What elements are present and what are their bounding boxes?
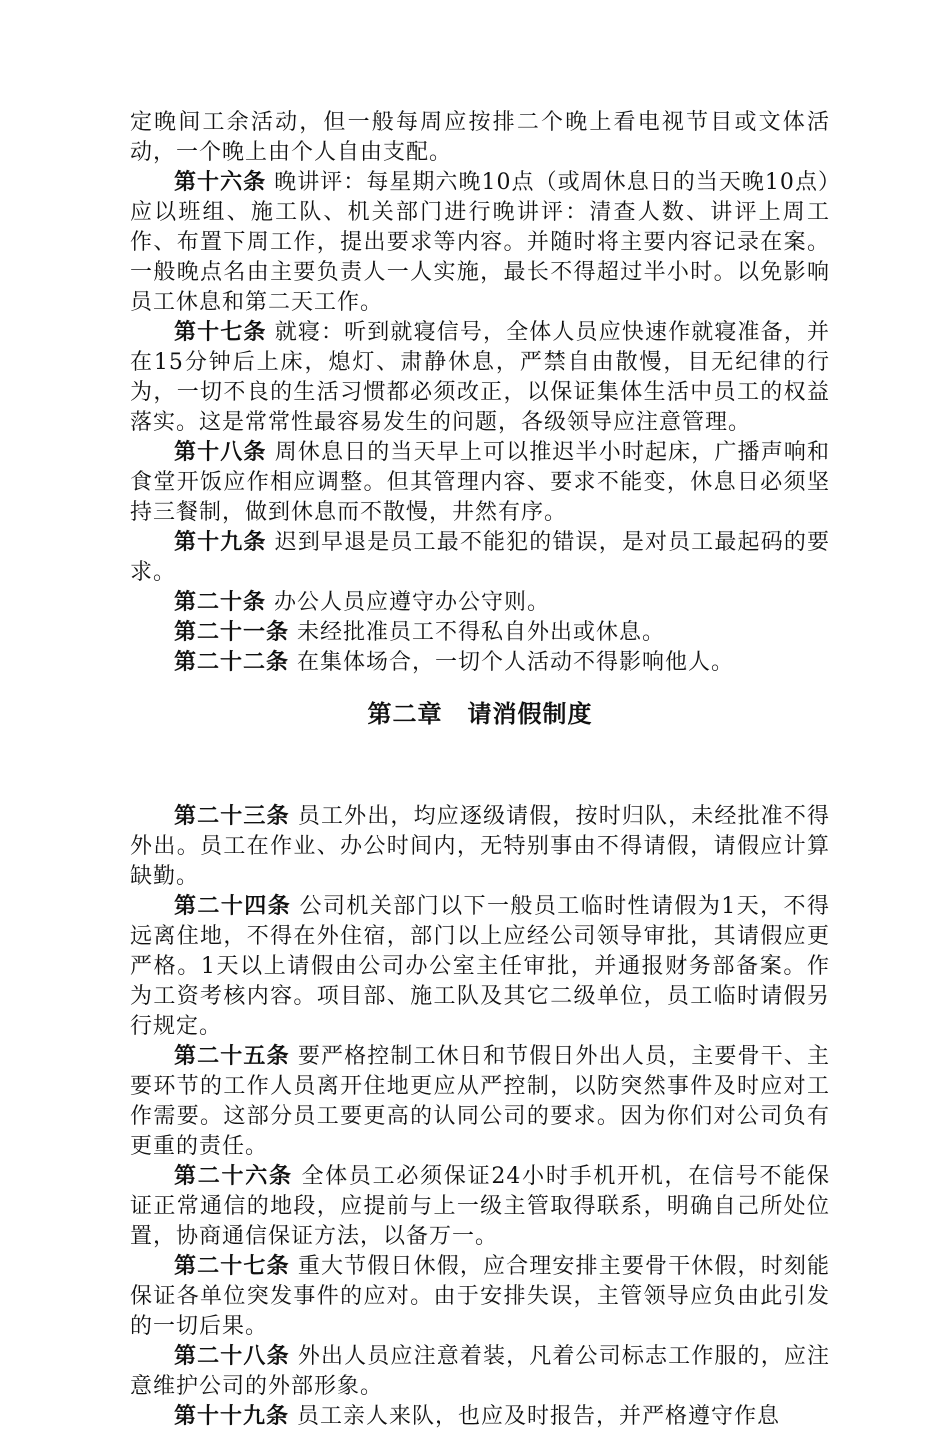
article-number: 第二十六条 xyxy=(174,1164,293,1189)
article-text: 全体员工必须保证24小时手机开机，在信号不能保证正常通信的地段，应提前与上一级主管取得联系，明确自己所处位置，协商通信保证方法，以备万一。 xyxy=(130,1164,830,1249)
article-text: 要严格控制工休日和节假日外出人员，主要骨干、主要环节的工作人员离开住地更应从严控制，以防突然事件及时应对工作需要。这部分员工要更高的认同公司的要求。因为你们对公司负有更重的责任。 xyxy=(130,1044,830,1159)
paragraph-continuation xyxy=(130,108,830,168)
article-number: 第二十三条 xyxy=(174,804,290,829)
article-number: 第二十一条 xyxy=(174,620,290,645)
article-27 xyxy=(130,1252,830,1342)
article-text: 就寝：听到就寝信号，全体人员应快速作就寝准备，并在15分钟后上床，熄灯、肃静休息，严禁自由散慢，目无纪律的行为，一切不良的生活习惯都必须改正，以保证集体生活中员工的权益落实。这是常常性最容易发生的问题，各级领导应注意管理。 xyxy=(130,320,830,435)
article-text: 迟到早退是员工最不能犯的错误，是对员工最起码的要求。 xyxy=(130,530,830,585)
article-number: 第二十条 xyxy=(174,590,267,615)
article-number: 第十十九条 xyxy=(174,1404,290,1429)
paragraph-text: 定晚间工余活动，但一般每周应按排二个晚上看电视节目或文体活动，一个晚上由个人自由支配。 xyxy=(130,110,830,165)
article-number: 第二十四条 xyxy=(174,894,292,919)
article-21 xyxy=(130,618,830,648)
document-body xyxy=(130,108,830,1432)
article-19 xyxy=(130,528,830,588)
article-text: 员工亲人来队，也应及时报告，并严格遵守作息 xyxy=(297,1404,781,1429)
article-number: 第二十二条 xyxy=(174,650,290,675)
article-text: 员工外出，均应逐级请假，按时归队，未经批准不得外出。员工在作业、办公时间内，无特别事由不得请假，请假应计算缺勤。 xyxy=(130,804,830,889)
article-text: 未经批准员工不得私自外出或休息。 xyxy=(297,620,666,645)
article-22 xyxy=(130,648,830,678)
article-number: 第十七条 xyxy=(174,320,267,345)
article-text: 办公人员应遵守办公守则。 xyxy=(274,590,551,615)
article-29 xyxy=(130,1402,830,1432)
article-26 xyxy=(130,1162,830,1252)
article-17 xyxy=(130,318,830,438)
article-text: 周休息日的当天早上可以推迟半小时起床，广播声响和食堂开饭应作相应调整。但其管理内容、要求不能变，休息日必须坚持三餐制，做到休息而不散慢，井然有序。 xyxy=(130,440,830,525)
article-text: 外出人员应注意着装，凡着公司标志工作服的，应注意维护公司的外部形象。 xyxy=(130,1344,830,1399)
article-number: 第十六条 xyxy=(174,170,267,195)
article-20 xyxy=(130,588,830,618)
article-number: 第二十七条 xyxy=(174,1254,290,1279)
article-25 xyxy=(130,1042,830,1162)
article-number: 第十八条 xyxy=(174,440,267,465)
article-28 xyxy=(130,1342,830,1402)
article-24 xyxy=(130,892,830,1042)
chapter-title: 第二章 请消假制度 xyxy=(367,700,593,728)
article-16 xyxy=(130,168,830,318)
article-number: 第十九条 xyxy=(174,530,267,555)
article-number: 第二十八条 xyxy=(174,1344,290,1369)
article-number: 第二十五条 xyxy=(174,1044,290,1069)
article-text: 在集体场合，一切个人活动不得影响他人。 xyxy=(297,650,735,675)
article-18 xyxy=(130,438,830,528)
article-text: 晚讲评：每星期六晚10点（或周休息日的当天晚10点）应以班组、施工队、机关部门进行晚讲评：清查人数、讲评上周工作、布置下周工作，提出要求等内容。并随时将主要内容记录在案。一般晚点名由主要负责人一人实施，最长不得超过半小时。以免影响员工休息和第二天工作。 xyxy=(130,170,830,315)
article-text: 公司机关部门以下一般员工临时性请假为1天，不得远离住地，不得在外住宿，部门以上应经公司领导审批，其请假应更严格。1天以上请假由公司办公室主任审批，并通报财务部备案。作为工资考核内容。项目部、施工队及其它二级单位，员工临时请假另行规定。 xyxy=(130,894,830,1039)
article-text: 重大节假日休假，应合理安排主要骨干休假，时刻能保证各单位突发事件的应对。由于安排失误，主管领导应负由此引发的一切后果。 xyxy=(130,1254,830,1339)
article-23 xyxy=(130,802,830,892)
